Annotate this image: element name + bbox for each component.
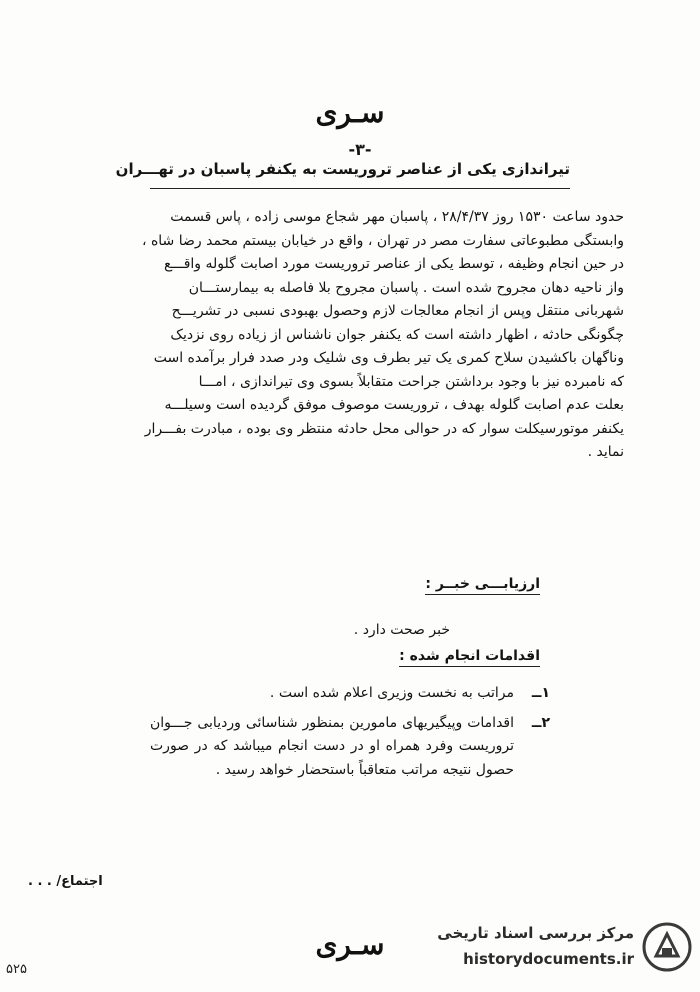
page-number: ۵۲۵ [6,962,27,977]
body-line: در حین انجام وظیفه ، توسط یکی از عناصر تروریست مورد اصابت گلوله واقـــع [163,256,624,272]
action-text: اقدامات وپیگیریهای مامورین بمنظور شناسائی وردیابی جـــوان تروریست وفرد همراه او در دست انجام میباشد که در صورت حصول نتیجه مراتب متعاقباً باستحضار خواهد رسید . [150,714,514,778]
body-line: یکنفر موتورسیکلت سوار که در حوالی محل حادثه منتظر وی بوده ، مبادرت بفـــرار [144,420,624,437]
action-number: ۱ــ [531,685,550,701]
action-number: ۲ــ [531,714,550,731]
body-paragraph [62,206,624,465]
watermark-url: historydocuments.ir [463,950,634,968]
action-item [150,712,550,783]
body-line: واز ناحیه دهان مجروح شده است . پاسبان مجروح بلا فاصله به بیمارستـــان [188,279,624,296]
body-line: که نامبرده نیز با وجود برداشتن جراحت متقابلاً بسوی وی تیراندازی ، امـــا [198,373,624,390]
action-text: مراتب به نخست وزیری اعلام شده است . [269,685,514,701]
title-underline [150,188,570,189]
evaluation-heading: ارزیابـــی خبــر : [425,576,540,595]
classification-bottom: سـری [315,928,385,961]
body-line: وابستگی مطبوعاتی سفارت مصر در تهران ، واقع در خیابان بیستم محمد رضا شاه ، [141,232,624,249]
body-line: شهربانی منتقل وپس از انجام معالجات لازم وحصول بهبودی نسبی در تشریـــح [171,303,624,319]
action-item [150,682,550,706]
evaluation-text: خبر صحت دارد . [353,622,450,638]
actions-list [150,682,550,788]
body-line: بعلت عدم اصابت گلوله بهدف ، تروریست موصوف موفق گردیده است وسیلـــه [164,397,624,413]
watermark-title: مرکز بررسی اسناد تاریخی [437,924,634,942]
document-title: تیراندازی یکی از عناصر تروریست به یکنفر پاسبان در تهـــران [115,160,570,178]
watermark [432,918,692,980]
actions-heading: اقدامات انجام شده : [399,648,540,667]
body-line: نماید . [587,444,624,460]
distribution-note: اجتماع/ . . . [28,874,103,889]
body-line: حدود ساعت ۱۵۳۰ روز ۲۸/۴/۳۷ ، پاسبان مهر شجاع موسی زاده ، پاس قسمت [170,209,624,225]
classification-top: سـری [315,96,385,129]
document-number: -۳- [348,140,372,159]
archive-logo-icon [642,922,692,972]
body-line: وناگهان باکشیدن سلاح کمری یک تیر بطرف وی شلیک ودر صدد فرار برآمده است [153,350,624,366]
body-line: چگونگی حادثه ، اظهار داشته است که یکنفر جوان ناشناس از زیاده روی نزدیک [170,326,624,343]
